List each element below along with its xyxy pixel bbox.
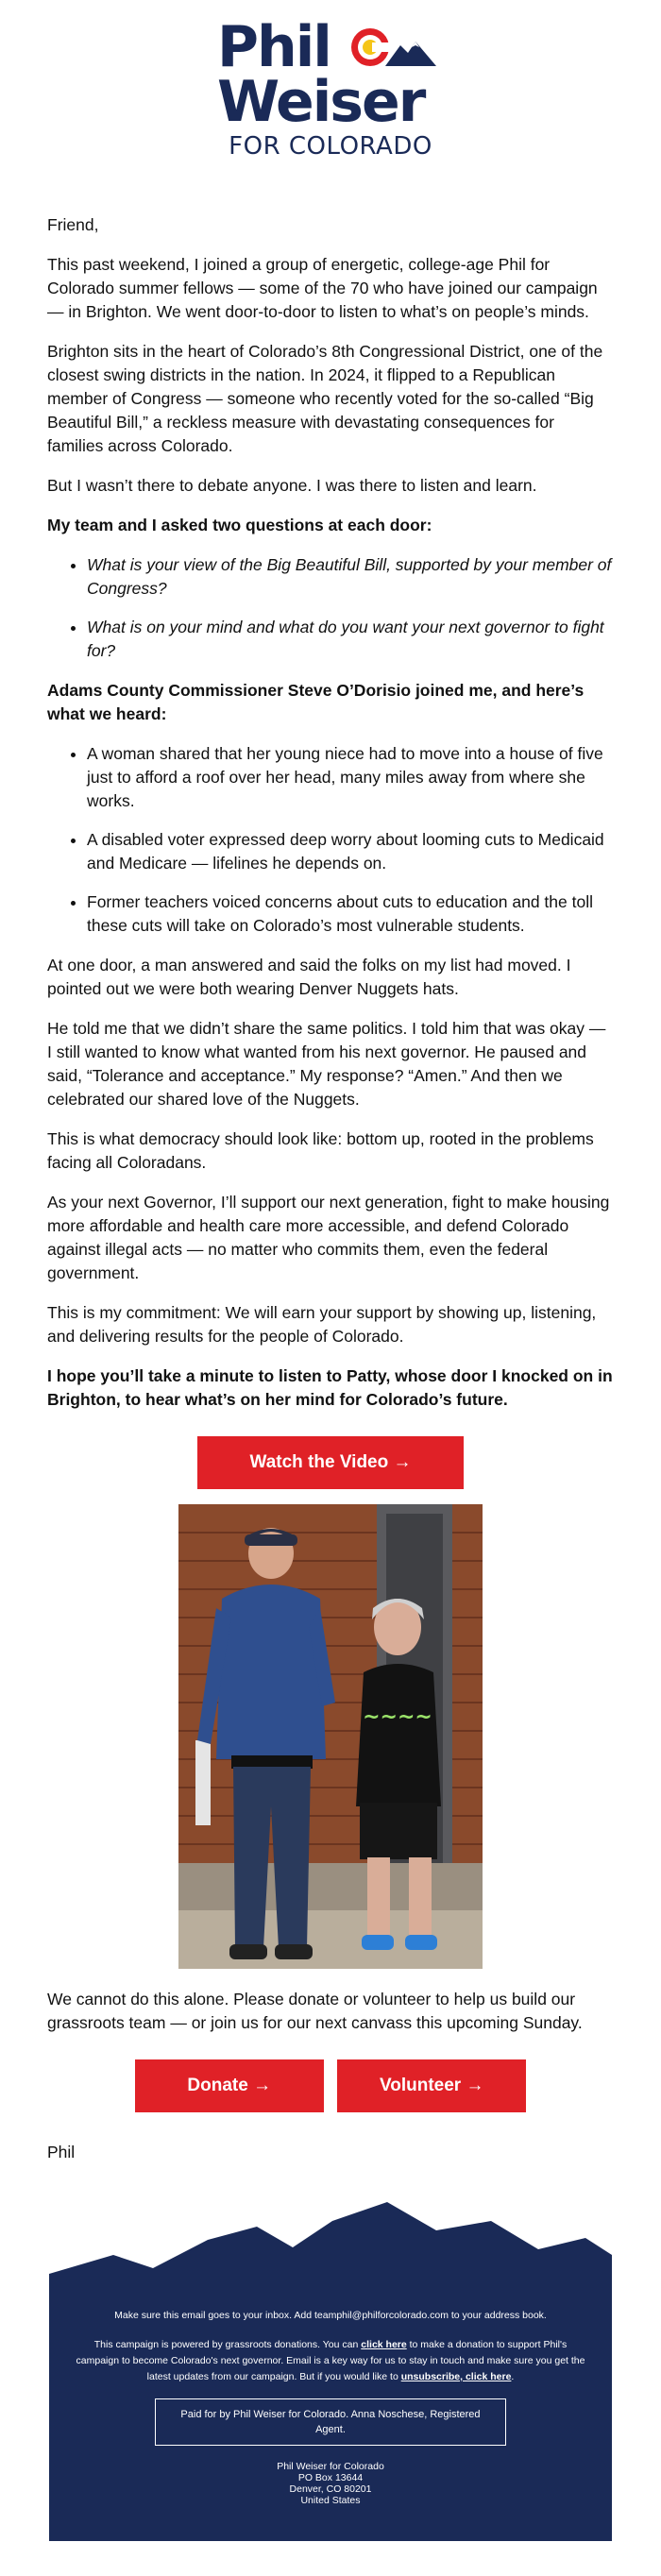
- logo-tagline: FOR COLORADO: [229, 132, 432, 161]
- watch-video-button[interactable]: Watch the Video →: [197, 1436, 464, 1489]
- paragraph-politics: He told me that we didn’t share the same politics. I told him that was okay — I still wanted to know what wanted from his next governor. He paused and said, “Tolerance and acceptance.” My response? “Amen.” And then we celebrated our shared love of the Nuggets.: [47, 1019, 606, 1109]
- paragraph-brighton: Brighton sits in the heart of Colorado’s 8th Congressional District, one of the closest swing districts in the nation. In 2024, it flipped to a Republican member of Congress — someone who recently voted for the so-called “Big Beautiful Bill,” a reckless measure with devastating consequences for families across Colorado.: [47, 342, 603, 455]
- logo-phil-text: Phil: [217, 14, 330, 80]
- watch-video-row: [47, 1436, 614, 1489]
- questions-list: [47, 553, 614, 663]
- paid-for-box: Paid for by Phil Weiser for Colorado. Anna Noschese, Registered Agent.: [155, 2398, 506, 2446]
- paragraph-door: At one door, a man answered and said the folks on my list had moved. I pointed out we were both wearing Denver Nuggets hats.: [47, 956, 571, 998]
- email-body: [0, 213, 661, 2164]
- click-here-donate-link[interactable]: click here: [361, 2339, 407, 2350]
- heard-list: [47, 742, 614, 938]
- questions-heading: My team and I asked two questions at each door:: [47, 516, 432, 534]
- logo-weiser-text: Weiser: [217, 69, 425, 135]
- paragraph-listen: But I wasn’t there to debate anyone. I was there to listen and learn.: [47, 476, 537, 495]
- volunteer-button[interactable]: Volunteer →: [337, 2059, 526, 2112]
- footer: [0, 2196, 661, 2541]
- paragraph-governor: As your next Governor, I’ll support our next generation, fight to make housing more affordable and health care more accessible, and defend Colorado against illegal acts — no matter who commits them, even the federal government.: [47, 1193, 610, 1282]
- question-item: • What is on your mind and what do you want your next governor to fight for?: [87, 616, 614, 663]
- paragraph-cta: We cannot do this alone. Please donate or volunteer to help us build our grassroots team — or join us for our next canvass this upcoming Sunday.: [47, 1990, 583, 2032]
- canvass-photo[interactable]: [178, 1504, 483, 1969]
- heard-item: • Former teachers voiced concerns about cuts to education and the toll these cuts will take on Colorado’s most vulnerable students.: [87, 890, 614, 938]
- campaign-logo: [208, 14, 453, 168]
- paragraph-patty: I hope you’ll take a minute to listen to Patty, whose door I knocked on in Brighton, to hear what’s on her mind for Colorado’s future.: [47, 1366, 613, 1409]
- heard-item: • A disabled voter expressed deep worry about looming cuts to Medicaid and Medicare — lifelines he depends on.: [87, 828, 614, 875]
- paragraph-democracy: This is what democracy should look like: bottom up, rooted in the problems facing all Coloradans.: [47, 1129, 594, 1172]
- paragraph-intro: This past weekend, I joined a group of energetic, college-age Phil for Colorado summer fellows — some of the 70 who have joined our campaign — in Brighton. We went door-to-door to listen to what’s on people’s minds.: [47, 255, 598, 321]
- heard-heading: Adams County Commissioner Steve O’Dorisio joined me, and here’s what we heard:: [47, 681, 585, 723]
- greeting: Friend,: [47, 215, 99, 234]
- question-item: • What is your view of the Big Beautiful Bill, supported by your member of Congress?: [87, 553, 614, 601]
- heard-item: • A woman shared that her young niece had to move into a house of five just to afford a roof over her head, many miles away from where she works.: [87, 742, 614, 813]
- donation-note: This campaign is powered by grassroots donations. You can click here to make a donation to support Phil's campaign to become Colorado's next governor. Email is a key way for us to stay in touch and make sure you get the latest updates from our campaign. But if you would like to unsubscribe, click here.: [76, 2339, 585, 2382]
- svg-text:~~~~: ~~~~: [363, 1705, 432, 1729]
- inbox-note: Make sure this email goes to your inbox. Add teamphil@philforcolorado.com to your address book.: [114, 2310, 547, 2321]
- signoff: Phil: [47, 2143, 76, 2161]
- paragraph-commitment: This is my commitment: We will earn your support by showing up, listening, and delivering results for the people of Colorado.: [47, 1303, 597, 1346]
- unsubscribe-link[interactable]: unsubscribe, click here: [400, 2371, 512, 2382]
- donate-button[interactable]: Donate →: [135, 2059, 324, 2112]
- mountain-range-graphic: [0, 2196, 661, 2310]
- mailing-address: Phil Weiser for Colorado PO Box 13644 Denver, CO 80201 United States: [277, 2461, 384, 2506]
- donate-volunteer-row: [47, 2059, 614, 2112]
- footer-box: [49, 2300, 612, 2541]
